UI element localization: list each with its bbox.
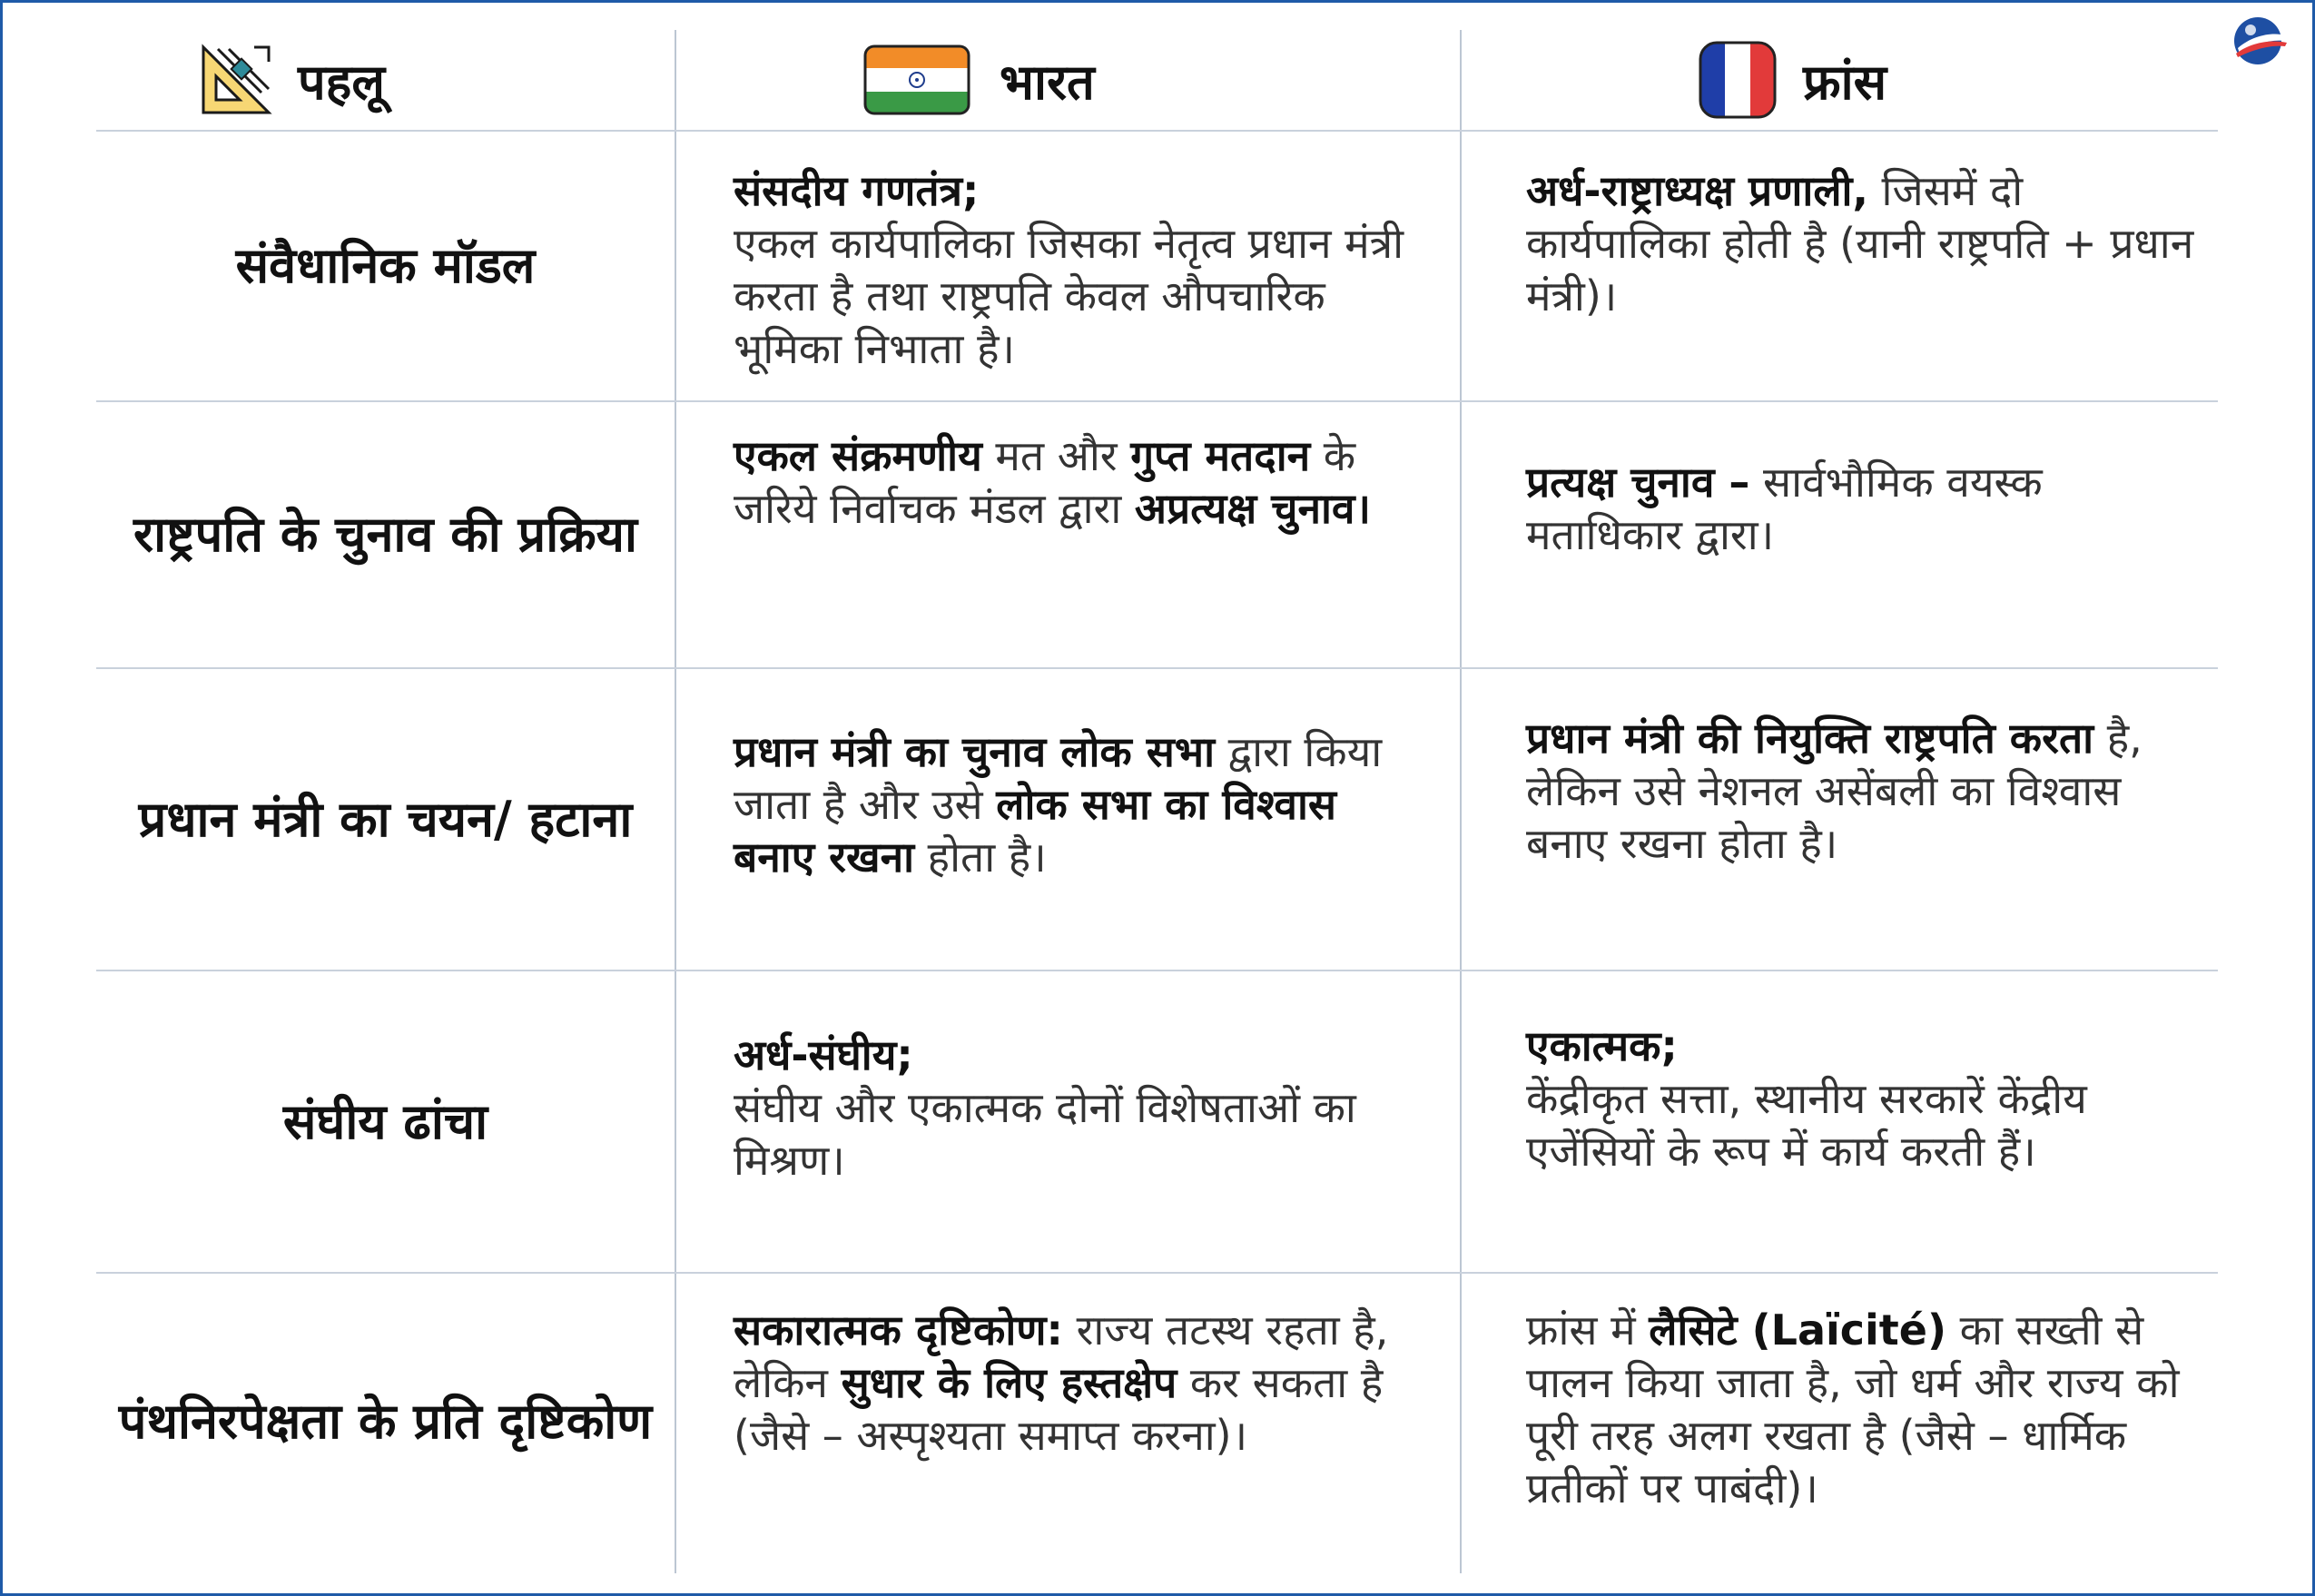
bold-text-run: अर्ध-संघीय; <box>734 1030 913 1079</box>
text-run: फ्रांस में <box>1526 1305 1650 1355</box>
text-run: होता है। <box>914 832 1047 882</box>
text-run: एकल कार्यपालिका जिसका नेतृत्व प्रधान मंत्री करता है तथा राष्ट्रपति केवल औपचारिक भूमिका निभाता है। <box>734 219 1404 373</box>
india-cell <box>734 1304 1423 1462</box>
text-run: है, लेकिन उसे नेशनल असेंबली का विश्वास बनाए रखना होता है। <box>1526 714 2143 868</box>
column-divider <box>675 30 676 1573</box>
text-run: द्वारा किया जाता है और उसे <box>734 727 1383 829</box>
row-aspect: राष्ट्रपति के चुनाव की प्रक्रिया <box>133 506 637 563</box>
bold-text-run: प्रधान मंत्री की नियुक्ति राष्ट्रपति करता <box>1526 714 2094 763</box>
bold-text-run: अर्ध-राष्ट्राध्यक्ष प्रणाली, <box>1526 166 1868 215</box>
bold-text-run: अप्रत्यक्ष चुनाव। <box>1134 484 1371 533</box>
text-run: जिसमें दो कार्यपालिका होती है (यानी राष्ट्रपति + प्रधान मंत्री)। <box>1526 166 2194 320</box>
india-cell <box>734 429 1423 535</box>
bold-text-run: लोक सभा का विश्वास बनाए रखना <box>734 780 1336 882</box>
text-run: राज्य तटस्थ रहता है, लेकिन <box>734 1305 1389 1407</box>
text-run: का सख्ती से पालन किया जाता है, जो धर्म और राज्य को पूरी तरह अलग रखता है (जैसे – धार्मिक प्रतीकों पर पाबंदी)। <box>1526 1305 2180 1512</box>
text-run: सार्वभौमिक वयस्क मताधिकार द्वारा। <box>1526 458 2043 559</box>
bold-text-run: एकल संक्रमणीय <box>734 431 982 480</box>
triangle-ruler-icon <box>198 42 274 118</box>
row-aspect: प्रधान मंत्री का चयन/ हटाना <box>138 790 633 848</box>
bold-text-run: सुधार के लिए हस्तक्षेप <box>841 1358 1177 1407</box>
text-run: के जरिये निर्वाचक मंडल द्वारा <box>734 431 1356 533</box>
header-india <box>863 30 1095 130</box>
india-cell <box>734 725 1423 883</box>
bold-text-run: सकारात्मक दृष्टिकोण: <box>734 1305 1063 1355</box>
france-cell <box>1526 1304 2207 1514</box>
france-cell <box>1526 712 2207 870</box>
bold-text-run: प्रत्यक्ष चुनाव – <box>1526 458 1750 507</box>
header-aspect-label: पहलू <box>298 54 385 111</box>
text-run: मत और <box>981 431 1131 480</box>
france-cell <box>1526 164 2207 322</box>
column-divider <box>1460 30 1462 1573</box>
india-cell <box>734 164 1423 375</box>
india-cell <box>734 1029 1423 1187</box>
text-run: संघीय और एकात्मक दोनों विशेषताओं का मिश्रण। <box>734 1083 1356 1185</box>
row-aspect: पंथनिरपेक्षता के प्रति दृष्टिकोण <box>118 1393 653 1450</box>
france-cell <box>1526 456 2207 561</box>
bold-text-run: एकात्मक; <box>1526 1021 1678 1070</box>
france-flag-icon <box>1698 40 1778 120</box>
header-france-label: फ्रांस <box>1803 54 1887 111</box>
text-run: केंद्रीकृत सत्ता, स्थानीय सरकारें केंद्रीय एजेंसियों के रूप में कार्य करती हैं। <box>1526 1074 2087 1176</box>
text-run: कर सकता है (जैसे – अस्पृश्यता समाप्त करना)। <box>734 1358 1384 1460</box>
bold-text-run: लैसिटे (Laïcité) <box>1649 1305 1947 1355</box>
india-flag-icon <box>863 44 970 115</box>
bold-text-run: संसदीय गणतंत्र; <box>734 166 980 215</box>
brand-logo-icon <box>2225 8 2290 74</box>
header-france <box>1698 30 1886 130</box>
bold-text-run: प्रधान मंत्री का चुनाव लोक सभा <box>734 727 1216 776</box>
france-cell <box>1526 1020 2207 1177</box>
row-aspect: संघीय ढांचा <box>282 1092 488 1150</box>
row-aspect: संवैधानिक मॉडल <box>235 237 536 294</box>
header-india-label: भारत <box>1000 54 1095 111</box>
header-aspect <box>198 30 385 130</box>
bold-text-run: गुप्त मतदान <box>1130 431 1311 480</box>
